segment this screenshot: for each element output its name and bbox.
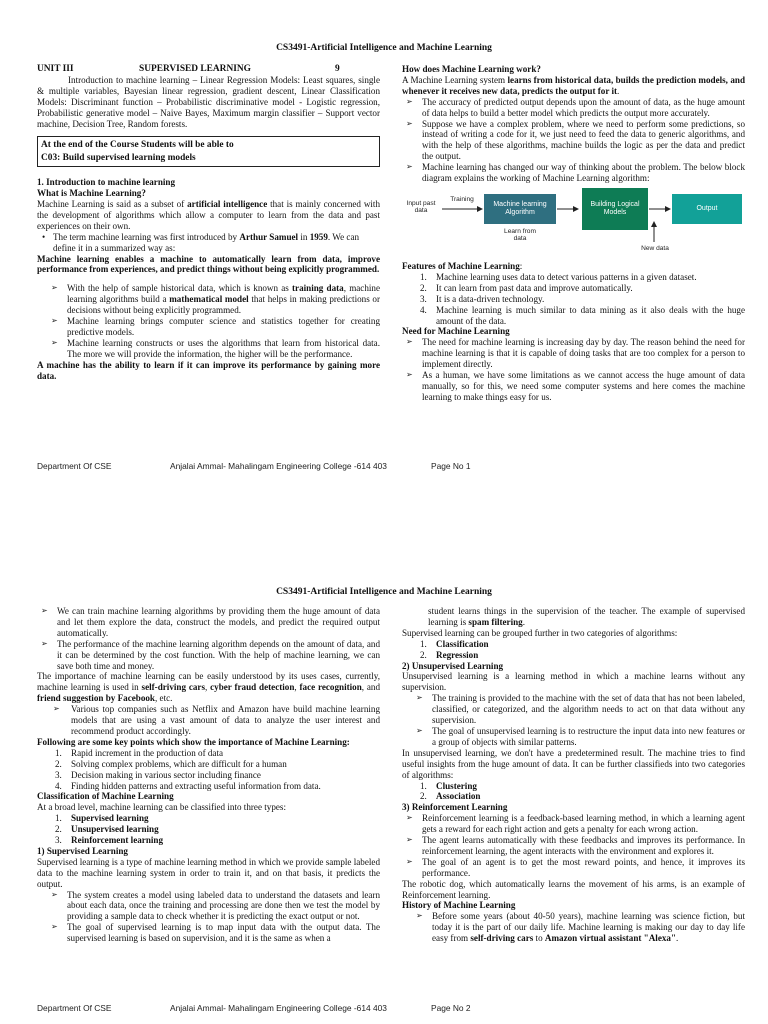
text-run: With the help of sample historical data, which is known as (67, 283, 292, 294)
bold-run: Clustering (436, 780, 477, 791)
bold-run: artificial intelligence (187, 199, 268, 209)
text-run: student learns things in the supervision of the teacher. The example of supervised learning is (428, 606, 745, 627)
text-run: The term machine learning was first introduced by (53, 231, 240, 242)
unit-title: SUPERVISED LEARNING (139, 64, 251, 74)
samuel-bullet-list (37, 232, 380, 254)
what-heading: What is Machine Learning? (37, 188, 146, 199)
output-box: Output (672, 194, 742, 224)
bold-run: Arthur Samuel (239, 231, 299, 242)
text-run: A Machine Learning system (402, 74, 508, 85)
list-item: 1. Classification (420, 638, 489, 649)
text-run: in (298, 231, 310, 242)
footer-dept-1: Department Of CSE (37, 461, 112, 471)
list-item: 4. Finding hidden patterns and extracting useful information from data. (55, 780, 321, 791)
supervised-continued (402, 606, 745, 628)
how-bullet-list (402, 97, 745, 184)
text-run: . (617, 85, 620, 96)
list-item: 3. It is a data-driven technology. (420, 293, 545, 304)
page-header: CS3491-Artificial Intelligence and Machine Learning (276, 43, 492, 53)
list-item: 1. Rapid increment in the production of data (55, 747, 224, 758)
text-run: It is a data-driven technology. (436, 293, 545, 304)
text-run: that is mainly concerned with the development of algorithms which allow a computer to learn from the data and past experiences on their own. (37, 199, 380, 231)
text-run: , (294, 682, 300, 693)
closing-text: A machine has the ability to learn if it can improve its performance by gaining more data. (37, 359, 380, 381)
page2-right-column (402, 606, 745, 944)
bold-run: training data (292, 283, 344, 294)
building-models-box: Building Logical Models (582, 188, 648, 230)
key-points-list (37, 748, 380, 792)
list-item: ➢ Suppose we have a complex problem, where we need to perform some predictions, so instead of writing a code for it, we just need to feed the data to generic algorithms, and with the help of these algorithms, machine builds the logic as per the data and predict the output. (402, 119, 745, 163)
bold-run: face recognition (299, 682, 362, 693)
footer-college-1: Anjalai Ammal- Mahalingam Engineering College -614 403 (170, 461, 387, 471)
ml-types-list (37, 813, 380, 846)
text-run: Decision making in various sector including finance (71, 769, 261, 780)
unit-hours: 9 (335, 64, 340, 74)
bold-run: Regression (436, 649, 479, 660)
bold-run: Classification (436, 638, 489, 649)
text-run: , machine learning algorithms build a (67, 283, 380, 305)
bold-run: 1959 (309, 231, 328, 242)
supervised-group-text: Supervised learning can be grouped further in two categories of algorithms: (402, 627, 678, 638)
list-item: ➢ The goal of unsupervised learning is to restructure the input data into new features or a group of objects with similar patterns. (402, 726, 745, 748)
supervised-heading: 1) Supervised Learning (37, 845, 128, 856)
list-item: ➢ We can train machine learning algorithms by providing them the huge amount of data and let them explore the data, construct the models, and predict the required output automatically. (37, 606, 380, 639)
list-item: 2. Solving complex problems, which are difficult for a human (55, 758, 287, 769)
list-item: ➢ The performance of the machine learning algorithm depends on the amount of data, and it can be determined by the cost function. With the help of machine learning, we can save both time and money. (37, 639, 380, 672)
text-run: Solving complex problems, which are difficult for a human (71, 758, 287, 769)
text-run: The importance of machine learning can be easily understood by its uses cases, currently, machine learning is used in (37, 671, 380, 693)
reinforcement-example: The robotic dog, which automatically learns the movement of his arms, is an example of Reinforcement learning. (402, 878, 745, 900)
importance-paragraph (37, 671, 380, 704)
text-run: , etc. (154, 693, 173, 704)
bold-run: Association (436, 791, 481, 802)
classification-intro: At a broad level, machine learning can be classified into three types: (37, 802, 286, 813)
text-run: Machine learning is much similar to data mining as it also deals with the huge amount of the data. (436, 304, 745, 326)
text-run: Machine Learning is said as a subset of (37, 199, 188, 209)
how-paragraph (402, 75, 745, 97)
list-item (37, 283, 380, 316)
list-item: ➢ The training is provided to the machine with the set of data that has not been labeled, classified, or categorized, and the algorithm needs to act on that data without any supervision. (402, 693, 745, 726)
companies-bullet-list (37, 704, 380, 737)
classification-heading: Classification of Machine Learning (37, 791, 174, 802)
bold-run: cyber fraud detection (210, 682, 295, 693)
supervised-bullet-list (37, 890, 380, 945)
bold-run: spam filtering (468, 616, 523, 627)
text-run: that helps in making predictions or decisions without being explicitly programmed. (67, 294, 380, 316)
text-run: . (676, 933, 679, 944)
features-heading: Features of Machine Learning (402, 260, 520, 271)
syllabus-text: Introduction to machine learning – Linear Regression Models: Least squares, single & multiple variables, Bayesian linear regression, gradient descent, Linear Classification Models: Discriminant function – Probabilistic discriminative model - Logistic regression, Probabilistic generative model – Naive Bayes, Maximum margin classifier – Support vector machine, Decision Tree, Random forests. (37, 75, 380, 129)
text-run: Finding hidden patterns and extracting useful information from data. (71, 780, 321, 791)
list-item: 1. Supervised learning (55, 813, 149, 824)
list-item: ➢ The need for machine learning is increasing day by day. The reason behind the need for machine learning is that it is capable of doing tasks that are too complex for a person to implement directly. (402, 337, 745, 370)
list-item: ➢ As a human, we have some limitations as we cannot access the huge amount of data manually, so for this, we need some computer systems and here comes the machine learning to make things easy for us. (402, 370, 745, 403)
outcome-line-2: C03: Build supervised learning models (41, 152, 196, 163)
list-item: 1. Clustering (420, 780, 477, 791)
footer-page-number-2: Page No 2 (431, 1003, 471, 1013)
footer-page-number-1: Page No 1 (431, 461, 471, 471)
ml-block-diagram (402, 188, 745, 258)
history-heading: History of Machine Learning (402, 900, 516, 911)
list-item: ➢ The accuracy of predicted output depends upon the amount of data, as the huge amount of data helps to build a better model which predicts the output more accurately. (402, 97, 745, 119)
footer-college-2: Anjalai Ammal- Mahalingam Engineering College -614 403 (170, 1003, 387, 1013)
unsupervised-bullet-list (402, 693, 745, 748)
list-item: ➢ The system creates a model using labeled data to understand the datasets and learn about each data, once the training and processing are done then we test the model by providing a sample data to check whether it is predicting the exact output or not. (37, 890, 380, 923)
intro-heading: 1. Introduction to machine learning (37, 177, 176, 188)
list-item: 3. Reinforcement learning (55, 835, 164, 846)
list-item: ➢ Machine learning brings computer science and statistics together for creating predictive models. (37, 316, 380, 338)
page2-left-column (37, 606, 380, 944)
bold-run: mathematical model (169, 294, 249, 305)
what-paragraph (37, 199, 380, 232)
history-bullet-list (402, 911, 745, 944)
unsupervised-paragraph: Unsupervised learning is a learning method in which a machine learns without any supervision. (402, 671, 745, 693)
definition-text: Machine learning enables a machine to automatically learn from data, improve performance from experiences, and predict things without being explicitly programmed. (37, 253, 380, 275)
key-points-heading: Following are some key points which show the importance of Machine Learning: (37, 736, 350, 747)
bold-run: Amazon virtual assistant "Alexa" (544, 933, 676, 944)
unit-label: UNIT III (37, 64, 74, 74)
learn-from-data-label: Learn from data (504, 227, 536, 243)
text-run: It can learn from past data and improve automatically. (436, 282, 633, 293)
text-run: Before some years (about 40-50 years), machine learning was science fiction, but today it is the part of our daily life. Machine learning is making our day to day life easy from (432, 911, 745, 944)
list-item: 3. Decision making in various sector including finance (55, 769, 261, 780)
text-run: Machine learning uses data to detect various patterns in a given dataset. (436, 271, 697, 282)
outcome-line-1: At the end of the Course Students will be able to (41, 139, 234, 150)
need-list (402, 337, 745, 402)
list-item: ➢ Machine learning has changed our way of thinking about the problem. The below block diagram explains the working of Machine Learning algorithm: (402, 162, 745, 184)
features-list (402, 272, 745, 327)
text-run: . (522, 616, 526, 627)
train-bullet-list (37, 606, 380, 671)
text-run: : (519, 260, 523, 271)
bold-run: self-driving cars (470, 933, 534, 944)
page-header-2: CS3491-Artificial Intelligence and Machine Learning (276, 587, 492, 597)
bold-run: Unsupervised learning (71, 824, 159, 835)
list-item: ➢ The agent learns automatically with these feedbacks and improves its performance. In reinforcement learning, the agent interacts with the environment and explores it. (402, 835, 745, 857)
ml-algorithm-box: Machine learning Algorithm (484, 194, 556, 224)
list-item: 1. Machine learning uses data to detect various patterns in a given dataset. (420, 271, 697, 282)
training-label: Training (450, 195, 474, 203)
features-heading-line (402, 261, 745, 272)
training-bullet-list (37, 283, 380, 359)
list-item: ➢ The goal of an agent is to get the most reward points, and hence, it improves its performance. (402, 857, 745, 879)
how-heading: How does Machine Learning work? (402, 64, 541, 74)
reinforcement-bullet-list (402, 813, 745, 878)
supervised-paragraph: Supervised learning is a type of machine learning method in which we provide sample labeled data to the machine learning system in order to train it, and on that basis, it predicts the output. (37, 856, 380, 889)
unsupervised-paragraph-2: In unsupervised learning, we don't have a predetermined result. The machine tries to find useful insights from the huge amount of data. It can be further classifieds into two categories of algorithms: (402, 747, 745, 780)
footer-dept-2: Department Of CSE (37, 1003, 112, 1013)
list-item: 2. It can learn from past data and improve automatically. (420, 282, 633, 293)
list-item: 2. Unsupervised learning (55, 824, 159, 835)
need-heading: Need for Machine Learning (402, 326, 510, 337)
bold-run: Supervised learning (71, 813, 149, 824)
bold-run: Reinforcement learning (71, 835, 164, 846)
text-run: Rapid increment in the production of data (71, 747, 224, 758)
list-item (37, 232, 380, 254)
list-item (402, 911, 745, 944)
input-past-data-label: Input past data (406, 199, 436, 215)
page1-left-column (37, 64, 380, 382)
list-item: ➢ Machine learning constructs or uses the algorithms that learn from historical data. The more we will provide the information, the higher will be the performance. (37, 338, 380, 360)
list-item: 2. Association (420, 791, 481, 802)
text-run: . We can define it in a summarized way as: (53, 231, 360, 253)
reinforcement-heading: 3) Reinforcement Learning (402, 802, 508, 813)
supervised-categories (402, 639, 745, 661)
unit-heading (37, 64, 380, 75)
text-run: to (533, 933, 545, 944)
new-data-label: New data (641, 244, 669, 252)
list-item: ➢ The goal of supervised learning is to map input data with the output data. The supervised learning is based on supervision, and it is the same as when a (37, 922, 380, 944)
list-item: ➢ Various top companies such as Netflix and Amazon have build machine learning models that are using a vast amount of data to analyze the user interest and recommend product accordingly. (37, 704, 380, 737)
course-outcome-box (37, 136, 380, 167)
text-run: , (205, 682, 211, 693)
list-item: ➢ Reinforcement learning is a feedback-based learning method, in which a learning agent gets a reward for each right action and gets a penalty for each wrong action. (402, 813, 745, 835)
bold-run: self-driving cars (141, 682, 205, 693)
unsupervised-heading: 2) Unsupervised Learning (402, 660, 504, 671)
list-item: 4. Machine learning is much similar to data mining as it also deals with the huge amount of the data. (420, 304, 745, 326)
text-run: , and (361, 682, 381, 693)
bold-run: learns from historical data, builds the prediction models, and whenever it receives new data, predicts the output for it (402, 74, 745, 96)
bold-run: friend suggestion by Facebook (37, 693, 155, 704)
unsupervised-categories (402, 781, 745, 803)
page1-right-column (402, 64, 745, 403)
list-item: 2. Regression (420, 649, 479, 660)
